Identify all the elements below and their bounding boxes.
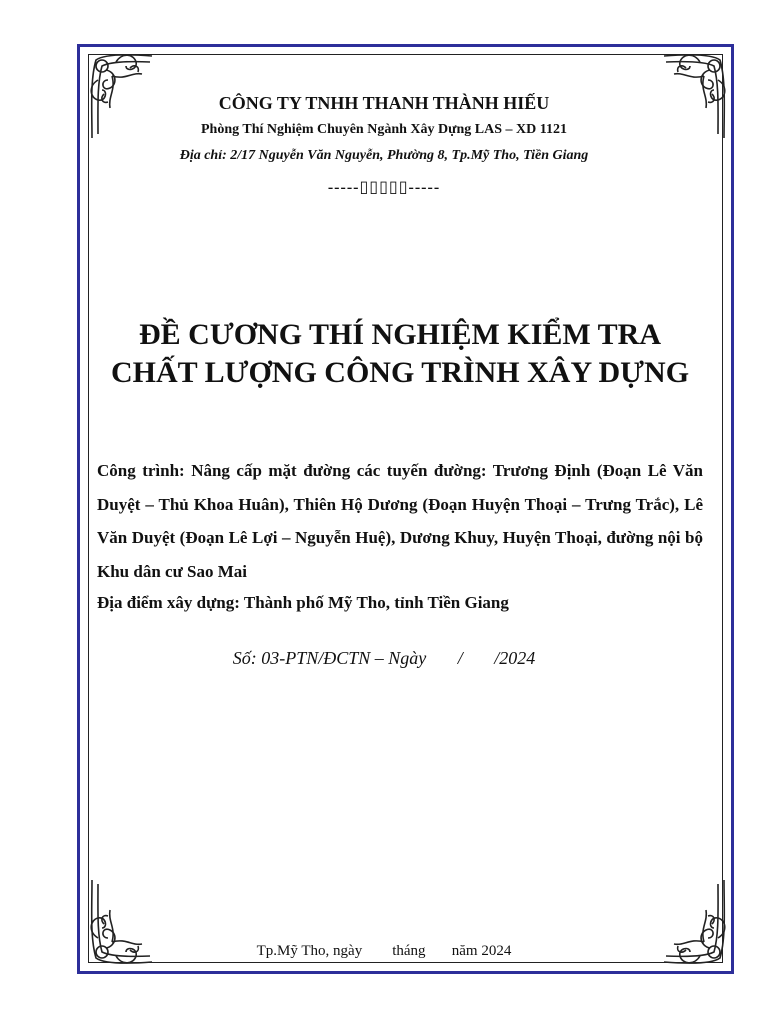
footer-place-date: Tp.Mỹ Tho, ngày tháng năm 2024 [256,943,512,959]
document-title: ĐỀ CƯƠNG THÍ NGHIỆM KIỂM TRA CHẤT LƯỢNG CÔNG TRÌNH XÂY DỰNG [110,318,690,389]
construction-location: Địa điểm xây dựng: Thành phố Mỹ Tho, tỉnh Tiền Giang [97,593,509,612]
company-address: Địa chỉ: 2/17 Nguyễn Văn Nguyễn, Phường 8, Tp.Mỹ Tho, Tiền Giang [179,148,589,163]
laboratory-name: Phòng Thí Nghiệm Chuyên Ngành Xây Dựng LAS – XD 1121 [200,122,567,137]
project-description: Công trình: Nâng cấp mặt đường các tuyến đường: Trương Định (Đoạn Lê Văn Duyệt – Thủ Khoa Huân), Thiên Hộ Dương (Đoạn Huyện Thoại – Trưng Trắc), Lê Văn Duyệt (Đoạn Lê Lợi – Nguyễn Huệ), Dương Khuy, Huyện Thoại, đường nội bộ Khu dân cư Sao Mai [97,461,703,581]
company-name: CÔNG TY TNHH THANH THÀNH HIẾU [218,93,550,113]
document-number: Số: 03-PTN/ĐCTN – Ngày / /2024 [232,648,536,668]
header-separator: -----▯▯▯▯▯----- [327,179,441,196]
